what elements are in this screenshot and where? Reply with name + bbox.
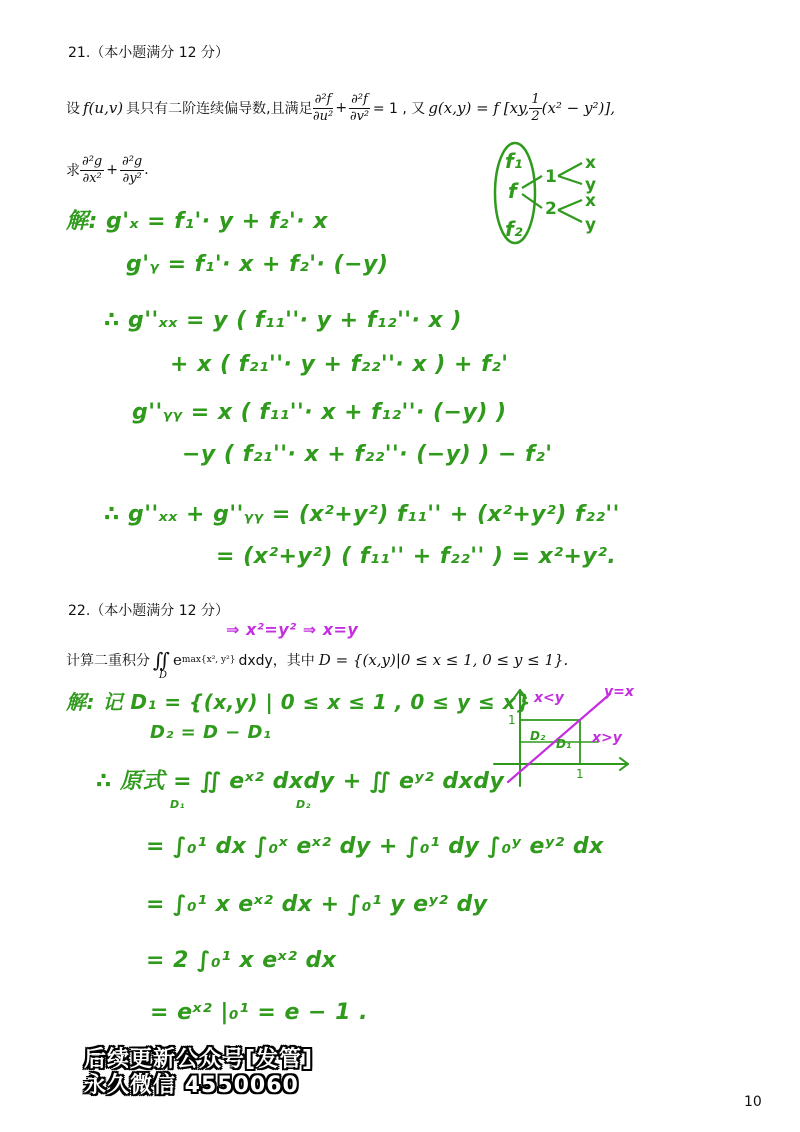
- q21-frac-fvv: [349, 92, 370, 125]
- q21-sol-line-4: + x ( f₂₁''· y + f₂₂''· x ) + f₂': [170, 352, 509, 377]
- q21-plus-2: +: [106, 162, 118, 178]
- tree-y1: y: [585, 175, 597, 195]
- q21-stmt-b: 具只有二阶连续偏导数,且满足: [126, 101, 313, 117]
- q21-dv2: ∂v²: [349, 108, 370, 124]
- q22-integral-sub: D: [159, 670, 168, 681]
- q22-statement: [66, 640, 568, 680]
- q22-dxdy: dxdy，其中: [238, 653, 315, 669]
- q21-sol-line-1: 解: g'ₓ = f₁'· y + f₂'· x: [66, 209, 328, 234]
- graph-label-x-lt-y: x<y: [534, 690, 564, 706]
- q22-domain: D = {(x,y)|0 ≤ x ≤ 1, 0 ≤ y ≤ 1}.: [318, 651, 569, 669]
- q21-statement: [66, 85, 615, 131]
- q21-sol-line-6: −y ( f₂₁''· x + f₂₂''· (−y) ) − f₂': [182, 442, 553, 467]
- tree-branch-1x: [558, 163, 582, 176]
- graph-label-d2: D₂: [530, 729, 546, 743]
- q21-du2: ∂u²: [312, 108, 334, 124]
- q22-sol-line-4: = ∫₀¹ dx ∫₀ˣ eˣ² dy + ∫₀¹ dy ∫₀ʸ eʸ² dx: [146, 834, 604, 859]
- q22-sol-sub-d2: D₂: [296, 798, 311, 811]
- q22-integral-sign: ∬: [153, 648, 171, 672]
- q22-sol-line-5: = ∫₀¹ x eˣ² dx + ∫₀¹ y eʸ² dy: [146, 892, 488, 917]
- q21-half-n: 1: [531, 91, 540, 107]
- q21-d2g-1: ∂²g: [82, 153, 103, 169]
- q22-sol-line-6: = 2 ∫₀¹ x eˣ² dx: [146, 948, 337, 973]
- q22-title: 22.（本小题满分 12 分）: [68, 603, 229, 619]
- tree-x1: x: [585, 153, 596, 173]
- q21-f-uv: f(u,v): [83, 99, 124, 117]
- graph-tick-y1: 1: [508, 713, 516, 727]
- tree-f: f: [508, 179, 517, 203]
- q21-gdef: g(x,y) = f [xy,: [428, 99, 530, 117]
- tree-branch-2y: [558, 210, 582, 222]
- q21-dy2: ∂y²: [122, 170, 142, 186]
- q22-sol-line-1: 解: 记 D₁ = {(x,y) | 0 ≤ x ≤ 1 , 0 ≤ y ≤ x}: [66, 690, 531, 714]
- graph-label-y-eq-x: y=x: [604, 684, 634, 700]
- q21-d2g-2: ∂²g: [122, 153, 143, 169]
- q21-dx2: ∂x²: [82, 170, 102, 186]
- q21-sol-line-7: ∴ g''ₓₓ + g''ᵧᵧ = (x²+y²) f₁₁'' + (x²+y²) f₂₂'': [104, 502, 620, 527]
- tree-branch-1y: [558, 176, 582, 184]
- tree-branch-1: [522, 176, 542, 188]
- tree-branch-2: [522, 194, 542, 208]
- q21-frac-half: [529, 92, 541, 125]
- tree-f1: f₁: [505, 149, 523, 173]
- q21-frac-fuu: [313, 92, 334, 125]
- tree-f2: f₂: [505, 217, 523, 241]
- q22-e: e: [173, 651, 182, 669]
- q21-half-d: 2: [531, 108, 540, 124]
- q21-sol-line-8: = (x²+y²) ( f₁₁'' + f₂₂'' ) = x²+y².: [216, 544, 617, 569]
- q21-gdef-tail: (x² − y²)],: [541, 99, 615, 117]
- q22-integral: [153, 648, 171, 681]
- q22-note: ⇒ x²=y² ⇒ x=y: [226, 620, 359, 639]
- graph-label-x-gt-y: x>y: [592, 730, 622, 746]
- tree-y2: y: [585, 215, 597, 235]
- q21-eq1: = 1 , 又: [372, 101, 426, 117]
- graph-tick-x1: 1: [576, 767, 584, 781]
- q21-sol-line-5: g''ᵧᵧ = x ( f₁₁''· x + f₁₂''· (−y) ): [132, 400, 507, 425]
- q22-stmt-a: 计算二重积分: [66, 653, 150, 669]
- watermark-line-2: 永久微信 4550060: [84, 1073, 299, 1098]
- page-number: 10: [744, 1094, 762, 1110]
- q21-plus-1: +: [335, 100, 348, 116]
- q21-title: 21.（本小题满分 12 分）: [68, 45, 229, 61]
- tree-n2: 2: [545, 199, 557, 219]
- tree-x2: x: [585, 191, 596, 211]
- q22-exp: max{x², y²}: [181, 655, 236, 665]
- q22-sol-line-2: D₂ = D − D₁: [150, 722, 272, 743]
- q21-ask-label: 求: [66, 163, 80, 179]
- q21-sol-line-3: ∴ g''ₓₓ = y ( f₁₁''· y + f₁₂''· x ): [104, 308, 462, 333]
- watermark-line-1: 后续更新公众号[发管]: [84, 1047, 314, 1072]
- tree-branch-2x: [558, 200, 582, 210]
- q21-ask: [66, 148, 149, 192]
- graph-label-d1: D₁: [556, 737, 572, 751]
- q21-frac-gyy: [120, 154, 144, 187]
- q21-d2f-1: ∂²f: [314, 91, 332, 107]
- q21-d2f-2: ∂²f: [351, 91, 368, 107]
- q22-sol-line-3: ∴ 原式 = ∬ eˣ² dxdy + ∬ eʸ² dxdy: [96, 769, 505, 794]
- q21-stmt-a: 设: [66, 101, 80, 117]
- q21-frac-gxx: [80, 154, 104, 187]
- q22-sol-sub-d1: D₁: [170, 798, 185, 811]
- tree-n1: 1: [545, 167, 557, 187]
- q21-composition-tree: [490, 138, 620, 248]
- q22-sol-line-7: = eˣ² |₀¹ = e − 1 .: [150, 1000, 368, 1025]
- q21-ask-dot: .: [144, 162, 149, 178]
- q21-sol-line-2: g'ᵧ = f₁'· x + f₂'· (−y): [126, 252, 389, 277]
